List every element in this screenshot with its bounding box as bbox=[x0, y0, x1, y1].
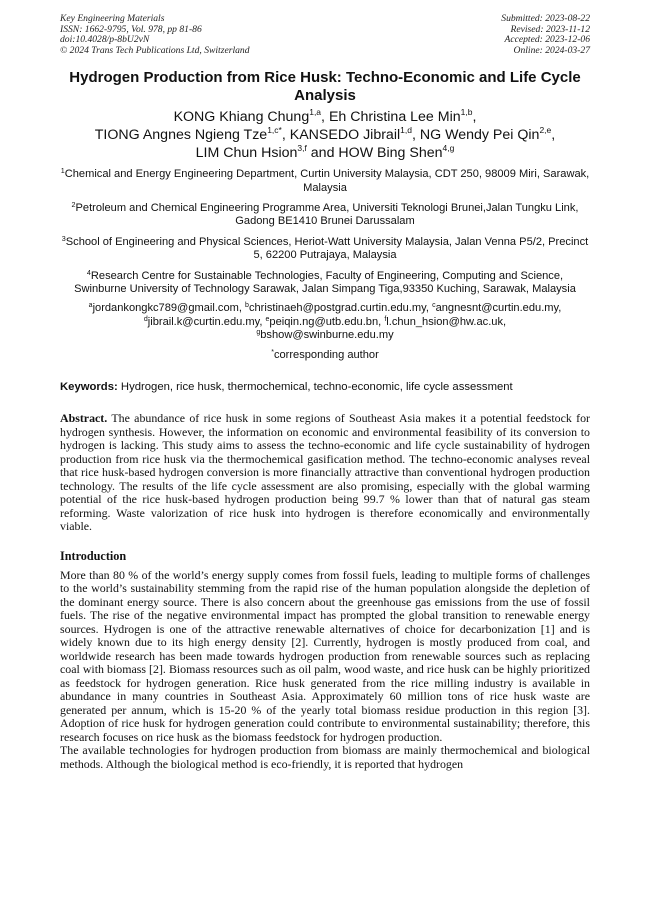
email-link[interactable]: peiqin.ng@utb.edu.bn bbox=[269, 315, 379, 328]
affiliation-1: $^1$Chemical and Energy Engineering Department, Curtin University Malaysia, CDT 250, 98009 Miri, Sarawak, Malaysia bbox=[60, 166, 590, 194]
email-link[interactable]: jibrail.k@curtin.edu.my bbox=[147, 315, 260, 328]
affiliation-3: $^3$School of Engineering and Physical Sciences, Heriot-Watt University Malaysia, Jalan Venna P5/2, Precinct 5, 62200 Putrajaya, Malaysia bbox=[61, 233, 589, 262]
author: TIONG Angnes Ngieng Tze$^{1,c*}$, bbox=[94, 124, 290, 143]
publication-dates bbox=[501, 14, 590, 56]
journal-copyright: © 2024 Trans Tech Publications Ltd, Switzerland bbox=[60, 44, 250, 56]
paragraph: More than 80 % of the world’s energy supply comes from fossil fuels, leading to multiple forms of challenges to the world’s sustainability stemming from the rapid rise of the human population alongside the depletion of the dominant energy source. There is also concern about the greenhouse gas emissions from the use of fossil fuels. The rise of the negative environmental impact has prompted the global transition to renewable energy sources. Hydrogen is one of the attractive renewable alternatives of choice for decarbonization [1] and is widely known due to its high energy density [2]. Currently, hydrogen is mostly produced from coal, and worldwide research has been made towards hydrogen production from renewable sources such as replacing coal with biomass [2]. Biomass resources such as oil palm, wood waste, and rice husk can be highly prioritized as feedstock for hydrogen generation. Rice husk generated from the rice milling industry is available in abundance in many countries in Southeast Asia. Approximately 60 million tons of rice husk waste are generated per annum, which is 15-20 % of the yearly total biomass residue production in this region [3]. Adoption of rice husk for hydrogen generation could contribute to environmental sustainability; therefore, this research focuses on rice husk as the biomass feedstock for hydrogen production. bbox=[60, 567, 590, 744]
author: Eh Christina Lee Min$^{1,b}$, bbox=[328, 107, 477, 126]
keywords-text: Hydrogen, rice husk, thermochemical, techno-economic, life cycle assessment bbox=[120, 381, 513, 394]
journal-header bbox=[60, 14, 590, 56]
journal-doi: doi:10.4028/p-8bU2vN bbox=[60, 34, 150, 46]
abstract bbox=[60, 412, 590, 534]
date-submitted: Submitted: 2023-08-22 bbox=[501, 13, 590, 24]
journal-issn: ISSN: 1662-9795, Vol. 978, pp 81-86 bbox=[60, 23, 202, 35]
author: HOW Bing Shen$^{4,g}$ bbox=[338, 142, 455, 161]
author: KANSEDO Jibrail$^{1,d}$, bbox=[289, 124, 420, 143]
abstract-text: The abundance of rice husk in some regions of Southeast Asia makes it a potential feedstock for hydrogen synthesis. However, the information on economic and environmental feasibility of its conversion to hydrogen is lacking. This study aims to assess the techno-economic and life cycle sustainability of hydrogen production from rice husk via the thermochemical gasification method. The techno-economic analyses reveal that rice husk-based hydrogen conversion is more financially attractive than conventional hydrogen production technology. The results of the life cycle assessment are also promising, especially with the global warming potential of the rice husk-based hydrogen production being 99.7 % lower than that of natural gas steam reforming. Waste valorization of rice husk into hydrogen is therefore economically and environmentally viable. bbox=[60, 411, 591, 534]
date-revised: Revised: 2023-11-12 bbox=[510, 23, 590, 35]
email-link[interactable]: christinaeh@postgrad.curtin.edu.my bbox=[248, 302, 426, 315]
affiliation-2: $^2$Petroleum and Chemical Engineering Programme Area, Universiti Teknologi Brunei,Jalan Tungku Link, Gadong BE1410 Brunei Darussalam bbox=[71, 199, 579, 228]
date-online: Online: 2024-03-27 bbox=[513, 44, 590, 56]
journal-name: Key Engineering Materials bbox=[60, 13, 165, 24]
journal-info bbox=[60, 14, 250, 56]
introduction-heading: Introduction bbox=[60, 548, 127, 563]
keywords bbox=[60, 380, 590, 394]
paper-title: Hydrogen Production from Rice Husk: Techno-Economic and Life Cycle Analysis bbox=[69, 69, 581, 105]
keywords-label: Keywords: bbox=[60, 381, 118, 394]
corresponding-author-note: *corresponding author bbox=[271, 348, 379, 361]
email-link[interactable]: jordankongkc789@gmail.com bbox=[92, 302, 239, 315]
introduction-body bbox=[60, 569, 590, 772]
author: KONG Khiang Chung$^{1,a}$, bbox=[173, 107, 329, 126]
author: LIM Chun Hsion$^{3,f}$ and bbox=[195, 142, 339, 161]
date-accepted: Accepted: 2023-12-06 bbox=[504, 34, 590, 46]
author-emails: $^a$jordankongkc789@gmail.com, $^b$christinaeh@postgrad.curtin.edu.my, $^c$angnesnt@curtin.edu.my, $^d$jibrail.k@curtin.edu.my, $^e$peiqin.ng@utb.edu.bn, $^f$l.chun_hsion@hw.ac.uk, $^g$bshow@swinburne.edu.my bbox=[88, 302, 562, 342]
author-list bbox=[60, 109, 590, 162]
paragraph: The available technologies for hydrogen production from biomass are mainly thermochemical and biological methods. Although the biological method is eco-friendly, it is reported that hydrogen bbox=[60, 743, 590, 771]
email-link[interactable]: bshow@swinburne.edu.my bbox=[260, 329, 394, 342]
affiliation-4: $^4$Research Centre for Sustainable Technologies, Faculty of Engineering, Computing and Science, Swinburne University of Technology Sarawak, Jalan Simpang Tiga,93350 Kuching, Sarawak, Malaysia bbox=[74, 267, 576, 295]
email-link[interactable]: l.chun_hsion@hw.ac.uk bbox=[386, 315, 504, 328]
author: NG Wendy Pei Qin$^{2,e}$, bbox=[419, 124, 556, 143]
email-link[interactable]: angnesnt@curtin.edu.my bbox=[435, 302, 559, 315]
abstract-label: Abstract. bbox=[60, 411, 108, 426]
